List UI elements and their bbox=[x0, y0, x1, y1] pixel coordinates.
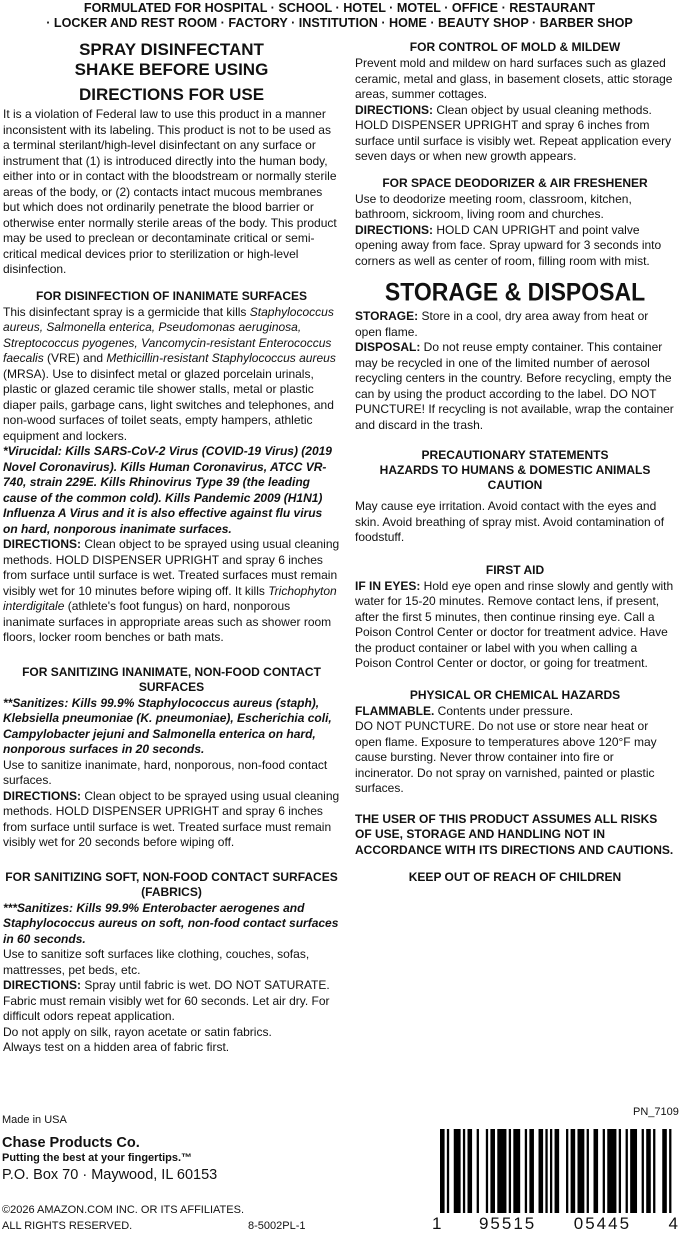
storage-paragraph: STORAGE: Store in a cool, dry area away from heat or open flame. bbox=[355, 309, 649, 339]
keep-out-of-reach: KEEP OUT OF REACH OF CHILDREN bbox=[408, 870, 622, 884]
inanimate-heading: FOR DISINFECTION OF INANIMATE SURFACES bbox=[35, 288, 308, 303]
barcode-bar bbox=[497, 1129, 506, 1213]
deodorizer-heading: FOR SPACE DEODORIZER & AIR FRESHENER bbox=[382, 175, 648, 190]
right-column bbox=[355, 40, 675, 886]
sanitizing-directions: DIRECTIONS: Clean object to be sprayed using usual cleaning methods. HOLD DISPENSER UPRIGHT and spray 6 inches from surface until surface is wet. Treated surface must remain visibly wet for 20 seconds before wiping off. bbox=[3, 788, 340, 849]
company-name: Chase Products Co. bbox=[2, 1135, 140, 1151]
copyright-line-2: ALL RIGHTS RESERVED. bbox=[2, 1220, 133, 1232]
title-shake-before-using: SHAKE BEFORE USING bbox=[74, 60, 269, 79]
barcode-bar bbox=[630, 1129, 637, 1213]
header-line-1: FORMULATED FOR HOSPITAL · SCHOOL · HOTEL · MOTEL · OFFICE · RESTAURANT bbox=[83, 1, 596, 15]
barcode-bar bbox=[626, 1129, 628, 1213]
barcode-bar bbox=[619, 1129, 621, 1213]
left-column bbox=[3, 40, 340, 1056]
barcode-bar bbox=[550, 1129, 552, 1213]
sanitizes-paragraph: **Sanitizes: Kills 99.9% Staphylococcus aureus (staph), Klebsiella pneumoniae (K. pneumoniae), Escherichia coli, Campylobacter jejuni and Salmonella enterica on hard, nonporous surfaces in 20 seconds. bbox=[3, 695, 332, 756]
title-spray-disinfectant: SPRAY DISINFECTANT bbox=[79, 40, 264, 59]
barcode-bar bbox=[607, 1129, 616, 1213]
physical-hazards-heading: PHYSICAL OR CHEMICAL HAZARDS bbox=[409, 687, 621, 702]
directions-heading: DIRECTIONS FOR USE bbox=[78, 85, 265, 104]
barcode-bar bbox=[566, 1129, 568, 1213]
caution-heading: CAUTION bbox=[487, 478, 543, 492]
part-number: PN_7109 bbox=[633, 1106, 679, 1118]
soft-note-1: Do not apply on silk, rayon acetate or satin fabrics. bbox=[3, 1024, 272, 1039]
barcode-bar bbox=[513, 1129, 520, 1213]
barcode-bar bbox=[463, 1129, 465, 1213]
storage-disposal-heading: STORAGE & DISPOSAL bbox=[384, 277, 646, 307]
flammable-line: FLAMMABLE. Contents under pressure. bbox=[355, 703, 574, 718]
precaution-heading-2: HAZARDS TO HUMANS & DOMESTIC ANIMALS bbox=[379, 463, 651, 477]
barcode-bar bbox=[539, 1129, 544, 1213]
soft-note-2: Always test on a hidden area of fabric first. bbox=[3, 1040, 230, 1054]
barcode-bar bbox=[555, 1129, 560, 1213]
barcode-bar bbox=[669, 1129, 671, 1213]
deodorizer-directions: DIRECTIONS: HOLD CAN UPRIGHT and point valve opening away from face. Spray upward for 3 seconds into corners as well as center of room, filling room with mist. bbox=[355, 222, 662, 268]
barcode-bar bbox=[642, 1129, 644, 1213]
copyright-line-1: ©2026 AMAZON.COM INC. OR ITS AFFILIATES. bbox=[2, 1204, 245, 1216]
barcode-bar bbox=[440, 1129, 445, 1213]
barcode-digits bbox=[432, 1214, 678, 1234]
barcode-digit-check: 4 bbox=[668, 1214, 678, 1233]
intro-paragraph: It is a violation of Federal law to use this product in a manner inconsistent with its labeling. This product is not to be used as a terminal sterilant/high-level disinfectant on any surface or instrument that (1) is introduced directly into the human body, either into or in contact with the bloodstream or normally sterile areas of the body, or (2) contacts intact mucous membranes but which does not ordinarily penetrate the blood barrier or otherwise enter normally sterile areas of the body. This product may be used to preclean or decontaminate critical or semi-critical medical devices prior to sterilization or high-level disinfection. bbox=[3, 107, 337, 276]
soft-directions: DIRECTIONS: Spray until fabric is wet. DO NOT SATURATE. Fabric must remain visibly wet for 60 seconds. Let air dry. For difficult odors repeat application. bbox=[3, 978, 330, 1023]
barcode-digits-right: 05445 bbox=[573, 1214, 632, 1233]
inanimate-directions: DIRECTIONS: Clean object to be sprayed using usual cleaning methods. HOLD DISPENSER UPRIGHT and spray 6 inches from surface until surface is wet. Treated surfaces must remain visibly wet for 10 minutes before wiping off. It kills Trichophyton interdigitale (athlete's foot fungus) on hard, nonporous inanimate surfaces in appropriate areas such as shower room floors, locker room benches or bath mats. bbox=[3, 537, 340, 644]
company-tagline: Putting the best at your fingertips.™ bbox=[2, 1152, 193, 1164]
barcode-bar bbox=[509, 1129, 511, 1213]
precaution-paragraph: May cause eye irritation. Avoid contact with the eyes and skin. Avoid breathing of spray mist. Avoid contamination of foodstuff. bbox=[355, 499, 665, 544]
barcode-bar bbox=[490, 1129, 495, 1213]
virucidal-paragraph: *Virucidal: Kills SARS-CoV-2 Virus (COVID-19 Virus) (2019 Novel Coronavirus). Kills Human Coronavirus, ATCC VR-740, strain 229E. Kills Rhinovirus Type 39 (the leading cause of the common cold). Kills Pandemic 2009 (H1N1) Influenza A Virus and it is also effective against flu virus on hard, nonporous inanimate surfaces. bbox=[3, 444, 332, 536]
barcode-bar bbox=[468, 1129, 473, 1213]
barcode-bar bbox=[646, 1129, 651, 1213]
mold-directions: DIRECTIONS: Clean object by usual cleaning methods. HOLD DISPENSER UPRIGHT and spray 6 inches from surface until surface is visibly wet. Repeat application every seven days or when new growth appears. bbox=[355, 102, 672, 163]
barcode-digit-system: 1 bbox=[432, 1214, 442, 1233]
barcode-bar bbox=[486, 1129, 488, 1213]
soft-sanitizes-paragraph: ***Sanitizes: Kills 99.9% Enterobacter aerogenes and Staphylococcus aureus on soft, non-food contact surfaces in 60 seconds. bbox=[3, 900, 339, 946]
header-line-2: · LOCKER AND REST ROOM · FACTORY · INSTITUTION · HOME · BEAUTY SHOP · BARBER SHOP bbox=[46, 16, 633, 30]
barcode-bar bbox=[662, 1129, 667, 1213]
barcode-bar bbox=[525, 1129, 527, 1213]
deodorizer-paragraph: Use to deodorize meeting room, classroom, kitchen, bathroom, sickroom, living room and churches. bbox=[355, 191, 632, 221]
barcode-bar bbox=[447, 1129, 449, 1213]
soft-heading: FOR SANITIZING SOFT, NON-FOOD CONTACT SURFACES (FABRICS) bbox=[5, 869, 338, 899]
barcode-bar bbox=[477, 1129, 479, 1213]
precaution-heading-1: PRECAUTIONARY STATEMENTS bbox=[421, 448, 609, 462]
barcode-bar bbox=[603, 1129, 605, 1213]
barcode-bar bbox=[545, 1129, 547, 1213]
barcode-bar bbox=[454, 1129, 461, 1213]
sanitizing-heading: FOR SANITIZING INANIMATE, NON-FOOD CONTACT SURFACES bbox=[22, 664, 321, 694]
barcode-bar bbox=[529, 1129, 534, 1213]
upc-barcode bbox=[440, 1129, 676, 1213]
physical-hazards-paragraph: DO NOT PUNCTURE. Do not use or store near heat or open flame. Exposure to temperatures above 120°F may cause bursting. Never throw container into fire or incinerator. Do not spray on varnished, painted or plastic surfaces. bbox=[355, 719, 657, 795]
made-in-usa: Made in USA bbox=[2, 1114, 67, 1126]
user-risk-statement: THE USER OF THIS PRODUCT ASSUMES ALL RISKS OF USE, STORAGE AND HANDLING NOT IN ACCORDANCE WITH ITS DIRECTIONS AND CAUTIONS. bbox=[355, 811, 674, 857]
company-address: P.O. Box 70 · Maywood, IL 60153 bbox=[2, 1167, 218, 1183]
inanimate-paragraph: This disinfectant spray is a germicide that kills Staphylococcus aureus, Salmonella enterica, Pseudomonas aeruginosa, Streptococcus pyogenes, Vancomycin-resistant Enterococcus faecalis (VRE) and Methicillin-resistant Staphylococcus aureus (MRSA). Use to disinfect metal or glazed porcelain urinals, plastic or glazed ceramic tile shower stalls, metal or plastic diaper pails, garbage cans, light switches and telephones, and non-wood surfaces of toilet seats, empty hampers, athletic equipment and lockers. bbox=[3, 304, 336, 443]
mold-heading: FOR CONTROL OF MOLD & MILDEW bbox=[409, 40, 621, 54]
barcode-bar bbox=[577, 1129, 584, 1213]
first-aid-paragraph: IF IN EYES: Hold eye open and rinse slowly and gently with water for 15-20 minutes. Remove contact lens, if present, after the first 5 minutes, then continue rinsing eye. Call a Poison Control Center or doctor for treatment advice. Have the product container or label with you when calling a Poison Control Center or doctor, or going for treatment. bbox=[355, 578, 674, 670]
barcode-bar bbox=[594, 1129, 599, 1213]
barcode-bar bbox=[653, 1129, 655, 1213]
label-code: 8-5002PL-1 bbox=[248, 1220, 306, 1232]
mold-paragraph: Prevent mold and mildew on hard surfaces such as glazed ceramic, metal and glass, in basement closets, attic storage areas, summer cottages. bbox=[355, 56, 673, 101]
barcode-bar bbox=[587, 1129, 589, 1213]
sanitizing-use: Use to sanitize inanimate, hard, nonporous, non-food contact surfaces. bbox=[3, 757, 328, 787]
disposal-paragraph: DISPOSAL: Do not reuse empty container. This container may be recycled in one of the limited number of aerosol recycling centers in the country. Before recycling, empty the can by using the product according to the label. DO NOT PUNCTURE! If recycling is not available, wrap the container and discard in the trash. bbox=[355, 340, 674, 432]
barcode-digits-left: 95515 bbox=[478, 1214, 537, 1233]
first-aid-heading: FIRST AID bbox=[485, 562, 545, 577]
soft-use: Use to sanitize soft surfaces like clothing, couches, sofas, mattresses, pet beds, etc. bbox=[3, 947, 310, 977]
barcode-bar bbox=[571, 1129, 576, 1213]
